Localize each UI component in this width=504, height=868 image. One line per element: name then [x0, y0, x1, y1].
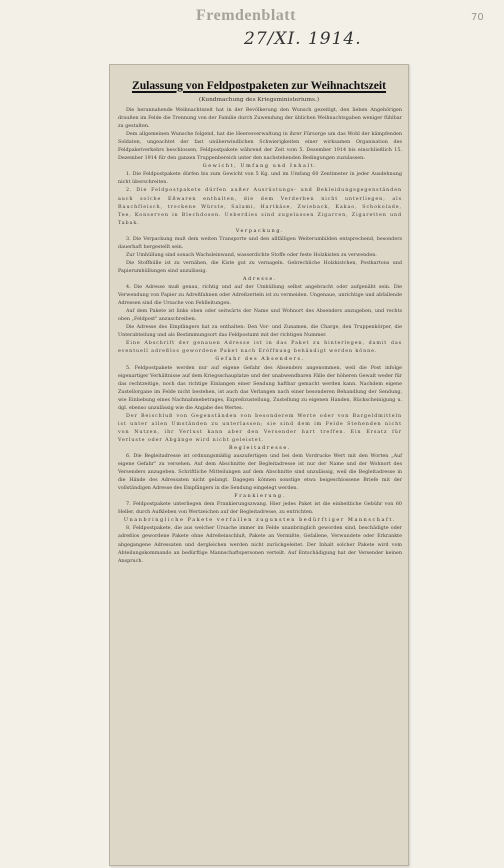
sender-paragraph: Auf dem Pakete ist links oben oder seitwärts der Name und Wohnort des Absenders anzugeben, und rechts oben „Feldpost" anzuschreiben. [118, 308, 402, 323]
section-heading-risk: Gefahr des Absenders. [215, 356, 305, 363]
rule-5-paragraph: 5. Feldpostpakete werden nur auf eigene Gefahr des Absenders angenommen, weil die Post infolge eigenartiger Verhältnisse auf dem Kriegsschauplatze und der unabwendbaren Fälle der höheren Gewalt weder für das rechtzeitige, noch das richtige Einlangen einer Sendung haftbar gemacht werden kann. Nachdem eigene Zustellorgane im Felde nicht bestehen, ist auch das Verlangen nach einer besonderen Behandlung der Sendung, wie Einhebung eines Nachnahmebetrages, Expreßzustellung, Zustellung zu eigenen Handen, Rückscheinigung u. dgl. ebenso unzulässig wie die Angabe des Wertes. [118, 364, 402, 411]
newspaper-stamp: Fremdenblatt [196, 7, 296, 24]
wrapping-paragraph: Zur Umhüllung sind sonach Wachsleinwand, wasserdichte Stoffe oder feste Holzkisten zu verwenden. [126, 251, 377, 258]
intro-paragraph: Die herannahende Weihnachtszeit hat in der Bevölkerung den Wunsch gezeitigt, den lieben Angehörigen draußen im Felde die Trennung von der Familie durch Zuwendung der üblichen Weihnachtsgaben weniger fühlbar zu gestalten. [118, 107, 402, 130]
decision-paragraph: Dem allgemeinen Wunsche folgend, hat die Heeresverwaltung in ihrer Fürsorge um das Wohl der kämpfenden Soldaten, ungeachtet der fast unüberwindlichen Schwierigkeiten einer wirksamen Organisation des Feldpaketverkehrs beschlossen, Feldpostpakete während der Zeit vom 5. Dezember 1914 bis einschließlich 15. Dezember 1914 für den ganzen Truppenbereich unter den nachstehenden Bedingungen zuzulassen: [118, 131, 402, 162]
section-heading-undeliverable: Unanbringliche Pakete verfallen zugunsten bedürftiger Mannschaft. [123, 517, 397, 524]
rule-3-paragraph: 3. Die Verpackung muß dem weiten Transporte und den allfälligen Weiterumbilden entsprechend, besonders dauerhaft hergestellt sein. [118, 235, 402, 250]
rule-4-paragraph: 4. Die Adresse muß genau, richtig und auf der Umhüllung selbst angebracht oder aufgenäht sein. Die Verwendung von Papier zu Adreßfahnen oder Adreßzetteln ist zu vermeiden. Ungenaue, unrichtige und abfallende Adressen sind die Ursache von Fehlleitungen. [118, 284, 402, 307]
rule-7-paragraph: 7. Feldpostpakete unterliegen dem Frankierungszwang. Hier jedes Paket ist die einheitliche Gebühr von 60 Heller, durch Aufkleben von Wertzeichen auf der Begleitadresse, zu entrichten. [118, 501, 402, 516]
section-heading-address: Adresse. [243, 275, 277, 282]
article-subheading: (Kundmachung des Kriegsministeriums.) [198, 97, 320, 103]
section-heading-postage: Frankierung. [234, 493, 286, 500]
section-heading-packaging: Verpackung. [235, 227, 285, 234]
article-headline: Zulassung von Feldpostpaketen zur Weihnachtszeit [131, 79, 387, 92]
recipient-paragraph: Die Adresse des Empfängers hat zu enthalten: Den Vor- und Zunamen, die Charge, den Truppenkörper, die Unterabteilung und als Bestimmungsort das Feldpostamt mit der richtigen Nummer. [118, 324, 402, 339]
rule-2-paragraph: 2. Die Feldpostpakete dürfen außer Ausrüstungs- und Bekleidungsgegenständen auch solche Eßwaren enthalten, die dem Verderben nicht unterliegen, als Rauchfleisch, trockene Würste, Salami, Hartkäse, Zwieback, Kakao, Schokolade, Tee, Konserven in Blechdosen. Ueberdies sind zugelassen Zigarren, Zigaretten und Tabak. [118, 187, 402, 226]
handwritten-date: 27/XI. 1914. [244, 29, 362, 49]
cover-paragraph: Die Stoffhülle ist zu vernähen, die Kiste gut zu vernageln. Gebrechliche Holzkistchen, Postkartons und Papierumhüllungen sind unzulässig. [118, 259, 402, 274]
rule-8-paragraph: 8. Feldpostpakete, die aus welcher Ursache immer im Felde unanbringlich geworden sind, beschädigte oder adreßlos gewordene Pakete ohne Adreßeinschluß, Pakete an Vermißte, Gefallene, Verwundete oder Erkrankte abgegangene Adressaten und dergleichen werden nicht zurückgeleitet. Der Inhalt solcher Pakete wird vom Abteilungskommando an bedürftige Mannschaftspersonen verteilt. Auf Entschädigung hat der Versender keinen Anspruch. [118, 525, 402, 564]
rule-1-paragraph: 1. Die Feldpostpakete dürfen bis zum Gewicht von 5 Kg. und im Umfang 60 Zentimeter in jeder Ausdehnung nicht überschreiten. [118, 171, 402, 186]
rule-6-paragraph: 6. Die Begleitadresse ist ordnungsmäßig auszufertigen und bei dem Vordrucke Wert mit den Worten „Auf eigene Gefahr" zu versehen. Auf dem Abschnitte der Begleitadresse ist nur der Name und der Wohnort des Versenders anzugeben. Schriftliche Mitteilungen auf dem Abschnitte sind unzulässig, weil die Begleitadresse in die Hände des Adressaten nicht gelangt. Dagegen können sonstige etwa beigeschlossene Briefe mit der vollständigen Adresse des Empfängers in die Sendung eingelegt werden. [118, 453, 402, 492]
valuables-paragraph: Der Beischluß von Gegenständen von besonderem Werte oder von Bargeldmitteln ist unter allen Umständen zu unterlassen; sie sind dem im Felde Stehenden nicht von Nutzen, ihr Verlust kann aber den Versender hart treffen. Ein Ersatz für Verluste oder Abgänge wird nicht geleistet. [118, 412, 402, 443]
newspaper-clipping [109, 64, 409, 866]
archive-page-number: 70 [471, 12, 484, 23]
article-body [118, 106, 402, 565]
section-heading-dispatch-note: Begleitadresse. [229, 444, 291, 451]
address-copy-paragraph: Eine Abschrift der genauen Adresse ist in das Paket zu hinterlegen, damit das eventuell adreßlos gewordene Paket nach Eröffnung behändigt werden könne. [118, 340, 402, 355]
section-heading-weight: Gewicht, Umfang und Inhalt. [202, 163, 318, 170]
